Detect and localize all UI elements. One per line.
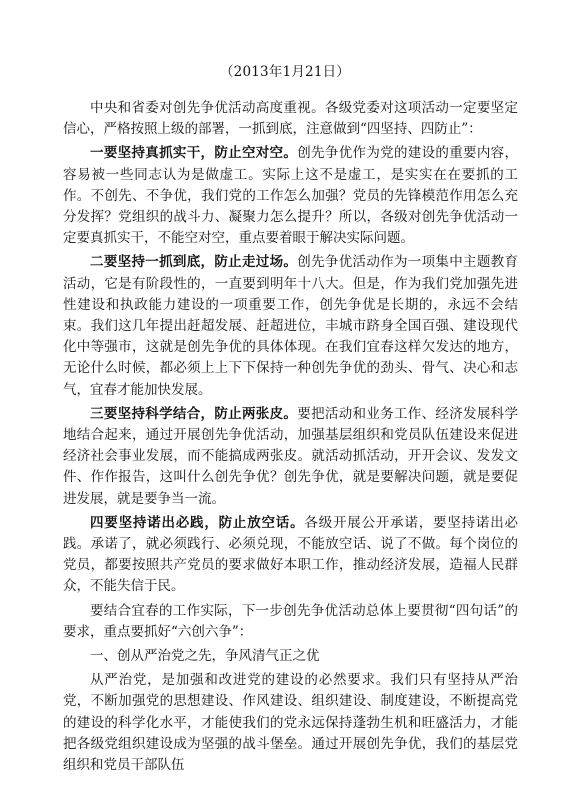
document-body xyxy=(63,98,518,776)
paragraph-text: 各级开展公开承诺，要坚持诺出必践。承诺了，就必须践行、必须兑现，不能放空话、说了不做。每个岗位的党员，都要按照共产党员的要求做好本职工作，推动经济发展，造福人民群众，不能失信于民。 xyxy=(63,514,519,595)
paragraph-intro xyxy=(63,98,518,140)
paragraph-point-2 xyxy=(63,252,518,400)
paragraph-text: 中央和省委对创先争优活动高度重视。各级党委对这项活动一定要坚定信心，严格按照上级的部署，一抓到底，注意做到“四坚持、四防止”： xyxy=(63,100,518,138)
paragraph-lead: 一要坚持真抓实干，防止空对空。 xyxy=(90,145,298,162)
paragraph-lead: 二要坚持一抓到底，防止走过场。 xyxy=(90,254,298,271)
paragraph-point-4 xyxy=(63,513,518,598)
section-heading-1 xyxy=(63,646,518,667)
document-date: （2013年1月21日） xyxy=(219,64,351,80)
paragraph-lead: 四要坚持诺出必践，防止放空话。 xyxy=(90,514,305,531)
paragraph-text: 从严治党，是加强和改进党的建设的必然要求。我们只有坚持从严治党，不断加强党的思想建设、作风建设、组织建设、制度建设，不断提高党的建设的科学化水平，才能使我们的党永远保持蓬勃生机和旺盛活力，才能把各级党组织建设成为坚强的战斗堡垒。通过开展创先争优，我们的基层党组织和党员干部队伍 xyxy=(63,672,518,774)
paragraph-text: 创先争优作为党的建设的重要内容，容易被一些同志认为是做虚工。实际上这不是虚工，是实实在在要抓的工作。不创先、不争优，我们党的工作怎么加强？党员的先锋模范作用怎么充分发挥？党组织的战斗力、凝聚力怎么提升？所以，各级对创先争优活动一定要真抓实干，不能空对空，重点要着眼于解决实际问题。 xyxy=(63,145,518,247)
section-heading-text: 一、创从严治党之先，争风清气正之优 xyxy=(90,648,320,665)
paragraph-text: 要把活动和业务工作、经济发展科学地结合起来，通过开展创先争优活动，加强基层组织和党员队伍建设来促进经济社会事业发展，而不能搞成两张皮。就活动抓活动，开开会议、发发文件、作作报告，这叫什么创先争优？创先争优，就是要解决问题，就是要促进发展，就是要争当一流。 xyxy=(63,405,518,507)
paragraph-text: 创先争优活动作为一项集中主题教育活动，它是有阶段性的，一直要到明年十八大。但是，作为我们党加强先进性建设和执政能力建设的一项重要工作，创先争优是长期的，永远不会结束。我们这几年提出赶超发展、赶超进位，丰城市跻身全国百强、建设现代化中等强市，这就是创先争优的具体体现。在我们宜春这样欠发达的地方，无论什么时候，都必须上上下下保持一种创先争优的劲头、骨气、决心和志气，宜春才能加快发展。 xyxy=(63,254,518,398)
paragraph-text: 要结合宜春的工作实际，下一步创先争优活动总体上要贯彻“四句话”的要求，重点要抓好“六创六争”： xyxy=(63,602,518,640)
paragraph-lead: 三要坚持科学结合，防止两张皮。 xyxy=(90,405,298,422)
paragraph-next-steps xyxy=(63,601,518,643)
paragraph-point-1 xyxy=(63,143,518,249)
paragraph-section-1-body xyxy=(63,670,518,776)
paragraph-point-3 xyxy=(63,404,518,510)
